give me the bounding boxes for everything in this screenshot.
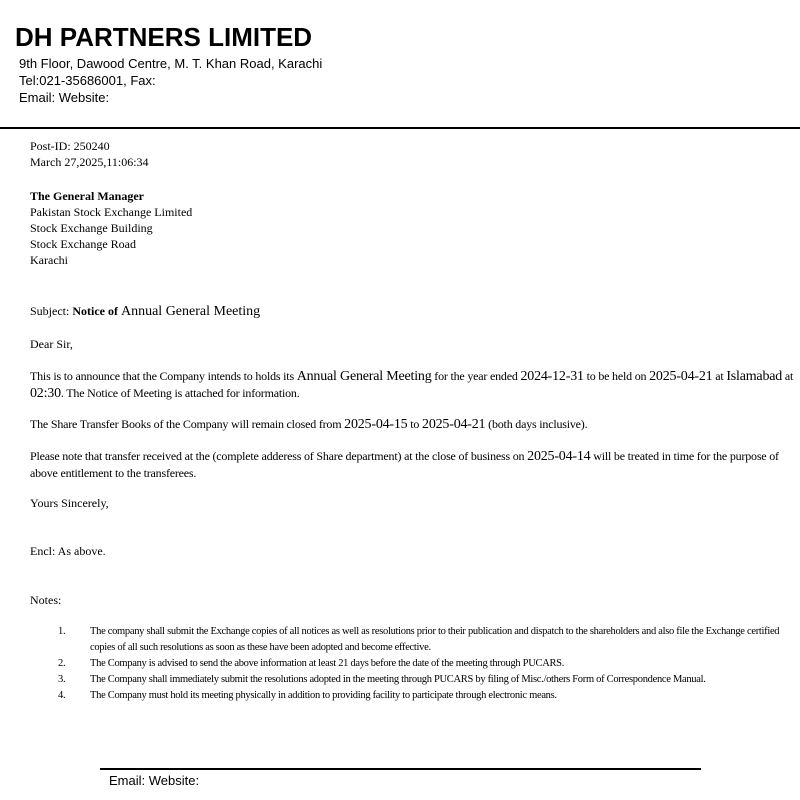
note-number: 2. [58,658,66,669]
note-number: 4. [58,690,66,701]
header-divider [0,127,800,129]
company-phone-fax: Tel:021-35686001, Fax: [19,73,156,88]
text: to be held on [583,369,650,383]
meeting-date: 2025-04-21 [649,369,713,384]
subject-label: Subject: [30,304,70,318]
transfer-deadline: 2025-04-14 [527,449,591,464]
paragraph-transfer [30,448,800,481]
note-item [58,624,793,656]
year-end-date: 2024-12-31 [520,369,584,384]
text: at [782,369,794,383]
paragraph-book-closure [30,416,800,433]
note-text: The Company shall immediately submit the resolutions adopted in the meeting through PUCARS by filing of Misc./others Form of Correspondence Manual. [90,674,706,685]
text: This is to announce that the Company intends to holds its [30,369,297,383]
recipient-line: Stock Exchange Road [30,237,136,251]
footer-divider [100,768,701,770]
post-id: Post-ID: 250240 [30,139,110,153]
note-text: The Company is advised to send the above information at least 21 days before the date of the meeting through PUCARS. [90,658,565,669]
text: will be treated in time for the purpose of above entitlement to the transferees. [30,449,779,480]
closing: Yours Sincerely, [30,496,109,510]
recipient-line: Pakistan Stock Exchange Limited [30,205,193,219]
note-text: The Company must hold its meeting physically in addition to providing facility to participate through electronic means. [90,690,557,701]
notes-list [58,624,793,704]
meeting-type: Annual General Meeting [296,369,432,384]
subject-line [30,304,260,320]
note-number: 1. [58,626,66,637]
post-datetime: March 27,2025,11:06:34 [30,155,149,169]
enclosure: Encl: As above. [30,544,106,558]
notes-label: Notes: [30,593,62,607]
closure-start-date: 2025-04-15 [344,417,408,432]
note-text: The company shall submit the Exchange copies of all notices as well as resolutions prior to their publication and dispatch to the shareholders and also file the Exchange certified copies of all such resolutions as soon as these have been adopted and become effective. [90,626,780,653]
closure-end-date: 2025-04-21 [422,417,486,432]
note-item [58,672,793,688]
text: Please note that transfer received at the (complete adderess of Share department) at the close of business on [30,449,528,463]
company-name: DH PARTNERS LIMITED [15,22,313,52]
subject-text: Annual General Meeting [120,304,261,319]
text: for the year ended [431,369,521,383]
meeting-time: 02:30 [30,386,61,401]
text: . The Notice of Meeting is attached for information. [60,386,300,400]
salutation: Dear Sir, [30,337,73,351]
recipient-line: Karachi [30,253,68,267]
note-item [58,688,793,704]
text: to [407,417,423,431]
recipient-title: The General Manager [30,189,144,203]
company-address: 9th Floor, Dawood Centre, M. T. Khan Road, Karachi [19,56,323,71]
company-email-website: Email: Website: [19,90,110,105]
footer-email-website: Email: Website: [109,773,200,788]
note-item [58,656,793,672]
text: (both days inclusive). [485,417,588,431]
note-number: 3. [58,674,66,685]
paragraph-announcement [30,368,800,402]
subject-prefix: Notice of [72,304,118,318]
text: at [712,369,727,383]
meeting-venue: Islamabad [726,369,783,384]
recipient-line: Stock Exchange Building [30,221,153,235]
text: The Share Transfer Books of the Company will remain closed from [30,417,345,431]
